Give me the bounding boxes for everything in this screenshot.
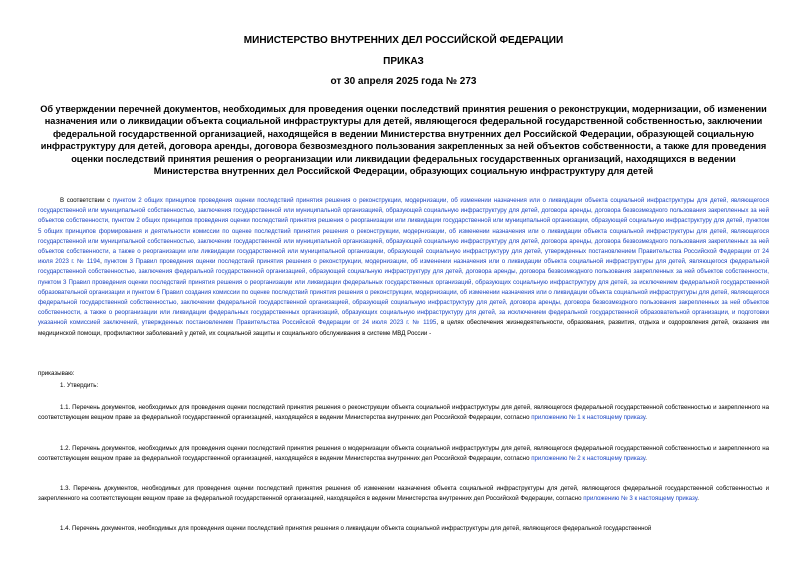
appendix-3-link[interactable]: приложению № 3 к настоящему приказу	[583, 495, 698, 503]
list-item-end: .	[645, 455, 647, 463]
list-item	[38, 444, 769, 464]
list-item-end: .	[697, 495, 699, 503]
list-item-end: .	[645, 414, 647, 422]
preamble-text-3: , в целях обеспечения жизнедеятельности, образования, развития, отдыха и оздоровления детей, оказания им медицинской помощи, профилактики заболеваний у детей, их социальной защиты и социального обслуживания в системе МВД России -	[38, 319, 769, 337]
appendix-1-link[interactable]: приложению № 1 к настоящему приказу	[531, 414, 646, 422]
preamble-text-1: В соответствии с	[60, 197, 113, 204]
list-item-text: 1.2. Перечень документов, необходимых для проведения оценки последствий принятия решения о модернизации объекта социальной инфраструктуры для детей, являющегося федеральной государственной собственностью и закрепленного на соответствующем вещном праве за федеральной государственной организацией, находящейся в ведении Министерства внутренних дел Российской Федерации, согласно	[38, 445, 769, 463]
list-item-text: 1.4. Перечень документов, необходимых для проведения оценки последствий принятия решения о ликвидации объекта социальной инфраструктуры для детей, являющегося федеральной государственной	[60, 525, 652, 532]
preamble	[38, 196, 769, 339]
preamble-link-resolution-1194[interactable]: пунктом 2 общих принципов проведения оценки последствий принятия решения о реконструкции, модернизации, об изменении назначения или о ликвидации объекта социальной инфраструктуры для детей, являющегося государственной или муниципальной собственностью, заключения государственной или муниципальной организацией, образующей социальную инфраструктуру для детей, договора аренды, договора безвозмездного пользования закрепленных за ней объектов собственности, пунктом 2 общих принципов проведения оценки последствий принятия решения о реорганизации или ликвидации государственной или муниципальной организации, образующей социальную инфраструктуру для детей, пунктом 5 общих принципов формирования и деятельности комиссии по оценке последствий принятия решения о реконструкции, модернизации, об изменении назначения или о ликвидации объекта социальной инфраструктуры для детей, являющегося государственной или муниципальной собственностью, заключении государственной или муниципальной организацией, образующей социальную инфраструктуру для детей, договора аренды, договора безвозмездного пользования закрепленных за ней объектов собственности, а также о реорганизации или ликвидации государственной или муниципальной организации, образующей социальную инфраструктуру для детей, утвержденных постановлением Правительства Российской Федерации от 24 июля 2023 г. № 1194	[38, 197, 769, 266]
appendix-2-link[interactable]: приложению № 2 к настоящему приказу	[531, 455, 646, 463]
list-item	[38, 403, 769, 423]
document-date-number: от 30 апреля 2025 года № 273	[330, 76, 477, 87]
ministry-heading: МИНИСТЕРСТВО ВНУТРЕННИХ ДЕЛ РОССИЙСКОЙ ФЕДЕРАЦИИ	[243, 35, 564, 46]
document-title: Об утверждении перечней документов, необходимых для проведения оценки последствий принятия решения о реконструкции, модернизации, об изменении назначения или о ликвидации объекта социальной инфраструктуры для детей, являющегося федеральной государственной собственностью, заключении федеральной государственной организацией, находящейся в ведении Министерства внутренних дел Российской Федерации, образующей социальную инфраструктуру для детей, договора аренды, договора безвозмездного пользования закрепленных за ней объектов собственности, а также для проведения оценки последствий принятия решения о реорганизации или ликвидации федеральных государственных организаций, находящихся в ведении Министерства внутренних дел Российской Федерации, образующих социальную инфраструктуру для детей	[40, 104, 767, 177]
order-word: приказываю:	[38, 370, 75, 377]
list-item-text: 1.3. Перечень документов, необходимых для проведения оценки последствий принятия решения об изменении назначения объекта социальной инфраструктуры для детей, являющегося федеральной государственной собственностью и закрепленного на соответствующем вещном праве за федеральной государственной организацией, находящейся в ведении Министерства внутренних дел Российской Федерации, согласно	[38, 485, 769, 503]
list-item	[38, 484, 769, 504]
document-type: ПРИКАЗ	[383, 56, 424, 67]
list-item	[38, 524, 769, 534]
list-item-text: 1.1. Перечень документов, необходимых для проведения оценки последствий принятия решения о реконструкции объекта социальной инфраструктуры для детей, являющегося федеральной государственной собственностью и закрепленного на соответствующем вещном праве за федеральной государственной организацией, находящейся в ведении Министерства внутренних дел Российской Федерации, согласно	[38, 404, 769, 422]
preamble-text-2: ,	[100, 258, 105, 266]
approve-clause: 1. Утвердить:	[60, 382, 99, 389]
preamble-link-resolution-1195[interactable]: пунктом 3 Правил проведения оценки последствий принятия решения о реконструкции, модернизации, об изменении назначения или о ликвидации объекта социальной инфраструктуры для детей, являющегося федеральной государственной собственностью, заключения федеральной государственной организацией, образующей социальную инфраструктуру для детей, договора аренды, договора безвозмездного пользования закрепленных за ней объектов собственности, пунктом 3 Правил проведения оценки последствий принятия решения о реорганизации или ликвидации федеральных государственных организаций, образующих социальную инфраструктуру для детей, за исключением федеральной государственной образовательной организации и пунктом 6 Правил создания комиссии по оценке последствий принятия решения о реконструкции, модернизации, об изменении назначения или о ликвидации объекта социальной инфраструктуры для детей, являющегося федеральной государственной собственностью, заключении федеральной государственной организацией, образующей социальную инфраструктуру для детей, договора аренды, договора безвозмездного пользования закрепленных за ней объектов собственности, а также о реорганизации или ликвидации федеральных государственных организаций, образующих социальную инфраструктуру для детей, за исключением федеральной государственной образовательной организации, и подготовки указанной комиссией заключений, утвержденных постановлением Правительства Российской Федерации от 24 июля 2023 г. № 1195	[38, 258, 770, 327]
